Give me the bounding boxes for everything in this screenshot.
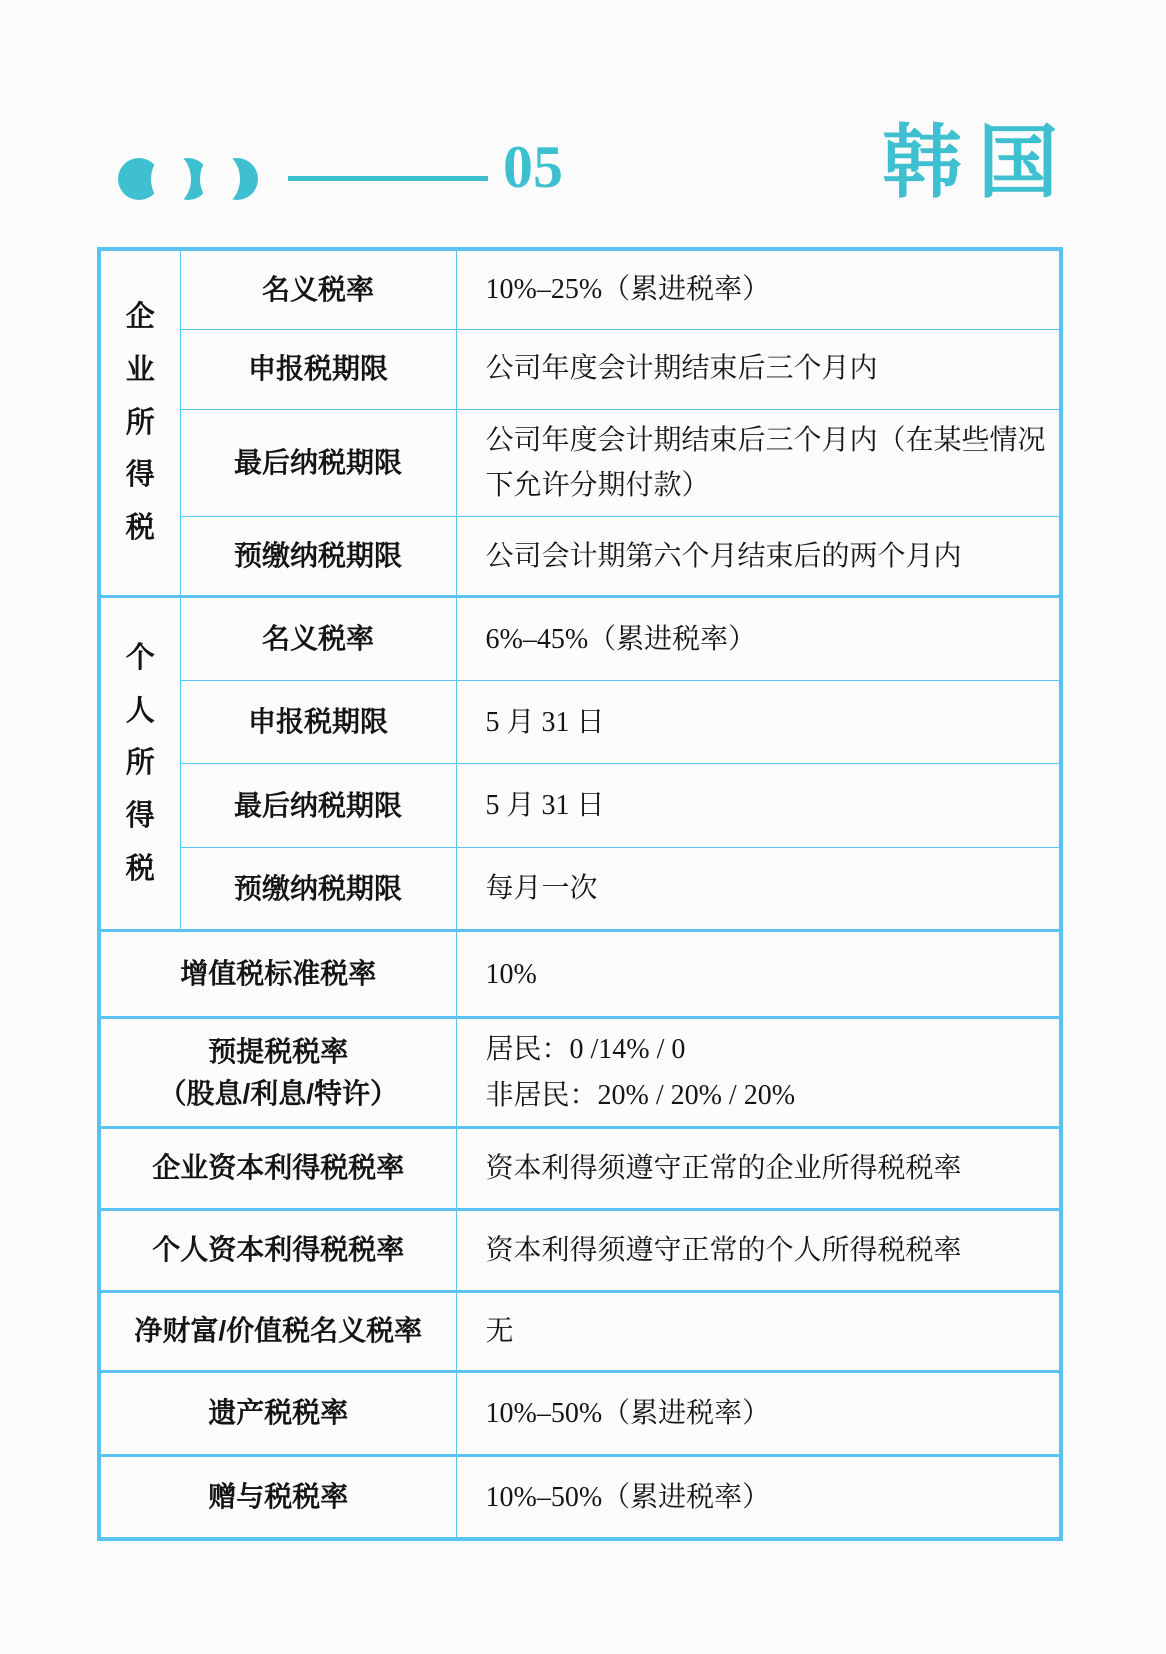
table-row xyxy=(99,517,1061,597)
row-label-cell: 最后纳税期限 xyxy=(180,409,456,517)
row-value-cell: 公司会计期第六个月结束后的两个月内 xyxy=(456,517,1061,597)
table-row xyxy=(99,249,1061,329)
group-header-cell-personal xyxy=(99,597,180,931)
row-label-cell: 申报税期限 xyxy=(180,329,456,409)
row-label-line: （股息/利息/特许） xyxy=(158,1077,399,1109)
row-value-cell: 10%–50%（累进税率） xyxy=(456,1455,1061,1539)
row-value-cell: 5 月 31 日 xyxy=(456,681,1061,764)
tax-summary-table xyxy=(97,247,1063,1541)
row-value-line: 居民：0 /14% / 0 xyxy=(485,1034,686,1066)
row-value-cell: 10%–50%（累进税率） xyxy=(456,1371,1061,1455)
row-label-cell: 名义税率 xyxy=(180,597,456,681)
row-value-cell: 公司年度会计期结束后三个月内 xyxy=(456,329,1061,409)
row-value-cell: 每月一次 xyxy=(456,848,1061,931)
row-value-cell xyxy=(456,1018,1061,1128)
table-row xyxy=(99,764,1061,848)
table-row xyxy=(99,1018,1061,1128)
row-label-cell: 预缴纳税期限 xyxy=(180,517,456,597)
table-row xyxy=(99,597,1061,681)
row-value-line: 非居民：20% / 20% / 20% xyxy=(485,1079,796,1111)
group-header-label: 企业所得税 xyxy=(125,301,155,545)
row-value-cell: 资本利得须遵守正常的个人所得税税率 xyxy=(456,1209,1061,1291)
row-value-cell: 5 月 31 日 xyxy=(456,764,1061,848)
table-row xyxy=(99,1371,1061,1455)
table-row xyxy=(99,848,1061,931)
row-value-cell: 公司年度会计期结束后三个月内（在某些情况下允许分期付款） xyxy=(456,409,1061,517)
row-value-cell: 10% xyxy=(456,931,1061,1018)
row-value-cell: 无 xyxy=(456,1291,1061,1371)
row-label-cell: 企业资本利得税税率 xyxy=(99,1127,456,1209)
row-label-cell: 个人资本利得税税率 xyxy=(99,1209,456,1291)
table-row xyxy=(99,931,1061,1018)
table-row xyxy=(99,409,1061,517)
table-row xyxy=(99,681,1061,764)
row-label-line: 预提税税率 xyxy=(208,1035,349,1067)
table-row xyxy=(99,1291,1061,1371)
row-label-cell: 申报税期限 xyxy=(180,681,456,764)
table-row xyxy=(99,1209,1061,1291)
table-row xyxy=(99,1127,1061,1209)
row-value-cell: 10%–25%（累进税率） xyxy=(456,249,1061,329)
row-label-cell: 最后纳税期限 xyxy=(180,764,456,848)
table-row xyxy=(99,329,1061,409)
table-row xyxy=(99,1455,1061,1539)
page-title: 韩国 xyxy=(882,120,1074,208)
row-label-cell: 增值税标准税率 xyxy=(99,931,456,1018)
page-number: 05 xyxy=(503,134,563,200)
group-header-label: 个人所得税 xyxy=(125,641,155,885)
row-value-cell: 资本利得须遵守正常的企业所得税税率 xyxy=(456,1127,1061,1209)
row-label-cell: 赠与税税率 xyxy=(99,1455,456,1539)
row-label-cell: 净财富/价值税名义税率 xyxy=(99,1291,456,1371)
header-divider-line xyxy=(288,176,488,181)
group-header-cell-corporate xyxy=(99,249,180,597)
row-label-cell xyxy=(99,1018,456,1128)
row-label-cell: 名义税率 xyxy=(180,249,456,329)
crescent-icon xyxy=(218,156,258,202)
row-label-cell: 预缴纳税期限 xyxy=(180,848,456,931)
row-label-cell: 遗产税税率 xyxy=(99,1371,456,1455)
row-value-cell: 6%–45%（累进税率） xyxy=(456,597,1061,681)
three-dots-crescents-icon xyxy=(118,156,258,202)
